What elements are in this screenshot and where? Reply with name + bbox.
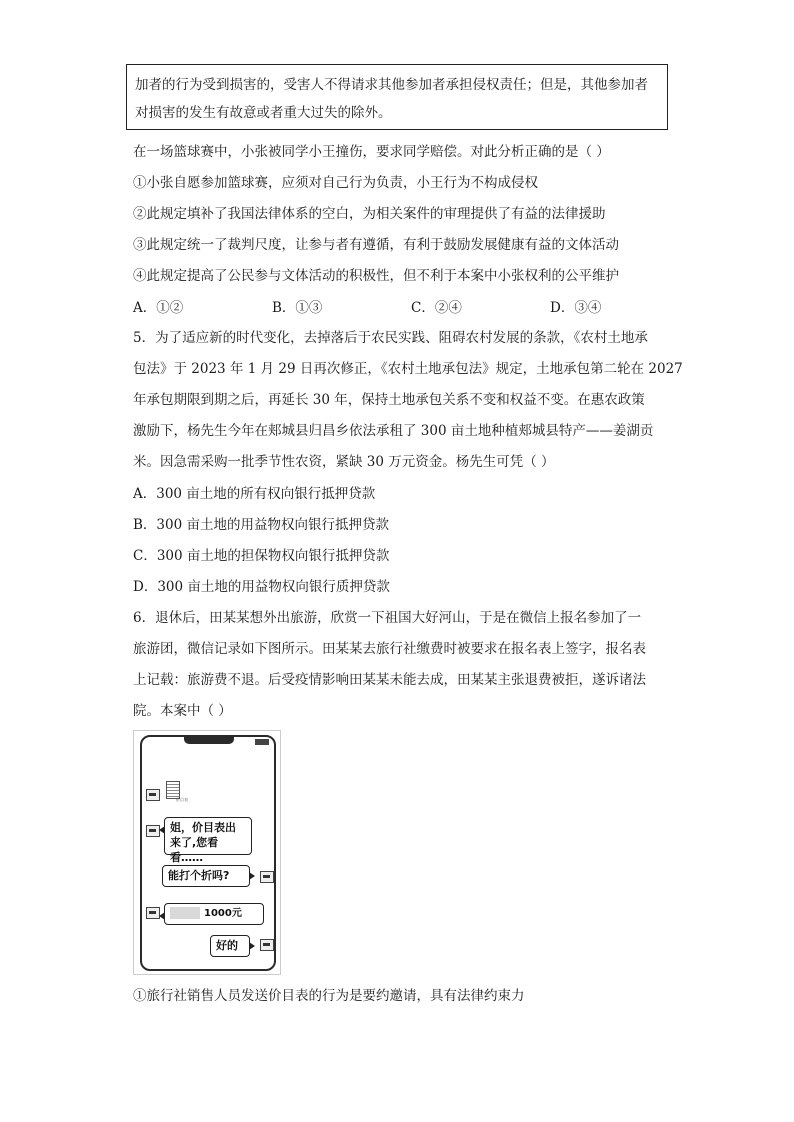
avatar-sender	[146, 825, 160, 837]
chat-screenshot-figure	[133, 730, 281, 975]
q6-statement-1: ①旅行社销售人员发送价目表的行为是要约邀请，具有法律约束力	[133, 988, 525, 1004]
q5-option-d[interactable]: D．300 亩土地的用益物权向银行质押贷款	[133, 579, 390, 595]
avatar-sender	[146, 907, 160, 919]
q4-statement-1: ①小张自愿参加篮球赛，应须对自己行为负责，小王行为不构成侵权	[133, 175, 538, 191]
q4-stem: 在一场篮球赛中，小张被同学小王撞伤，要求同学赔偿。对此分析正确的是（ ）	[133, 144, 610, 160]
q5-line-5: 米。因急需采购一批季节性农资，紧缺 30 万元资金。杨先生可凭（ ）	[133, 454, 555, 470]
chat-bubble-2	[162, 865, 250, 887]
q5-option-a[interactable]: A．300 亩土地的所有权向银行抵押贷款	[133, 486, 376, 502]
q5-option-c[interactable]: C．300 亩土地的担保物权向银行抵押贷款	[133, 548, 390, 564]
chat-bubble-4	[210, 935, 250, 957]
q4-statement-4: ④此规定提高了公民参与文体活动的积极性，但不利于本案中小张权利的公平维护	[133, 268, 619, 284]
q5-line-4: 激励下，杨先生今年在郏城县归昌乡依法承租了 300 亩土地种植郏城县特产——姜湖贡	[133, 423, 654, 439]
q5-line-1: 5．为了适应新的时代变化，去掉落后于农民实践、阻碍农村发展的条款，《农村土地承	[133, 330, 648, 346]
phone-frame	[140, 735, 276, 971]
phone-notch	[184, 735, 234, 744]
chat-bubble-3	[164, 903, 264, 925]
quote-box	[126, 64, 668, 130]
chat-msg-1: 姐，价目表出来了,您看看……	[170, 821, 236, 864]
avatar-self	[260, 939, 274, 951]
q4-options	[133, 296, 693, 316]
q4-option-a[interactable]: A．①②	[133, 300, 184, 316]
avatar-sender	[146, 789, 160, 801]
chat-msg-2: 能打个折吗?	[168, 869, 230, 882]
quote-line-2: 对损害的发生有故意或者重大过失的除外。	[135, 105, 392, 121]
q6-line-1: 6．退休后，田某某想外出旅游，欣赏一下祖国大好河山，于是在微信上报名参加了一	[133, 610, 642, 626]
avatar-self	[260, 871, 274, 883]
quote-line-1: 加者的行为受到损害的，受害人不得请求其他参加者承担侵权责任；但是，其他参加者	[135, 77, 648, 93]
chat-msg-4: 好的	[216, 939, 238, 952]
q4-option-c[interactable]: C．②④	[411, 300, 462, 316]
q6-line-3: 上记载：旅游费不退。后受疫情影响田某某未能去成，田某某主张退费被拒，遂诉诸法	[133, 672, 646, 688]
q6-line-2: 旅游团，微信记录如下图所示。田某某去旅行社缴费时被要求在报名表上签字，报名表	[133, 641, 646, 657]
q4-statement-3: ③此规定统一了裁判尺度，让参与者有遵循，有利于鼓励发展健康有益的文体活动	[133, 237, 619, 253]
file-label: 价目表	[176, 797, 188, 802]
q4-option-b[interactable]: B．①③	[272, 300, 323, 316]
q6-line-4: 院。本案中（ ）	[133, 703, 232, 719]
blurred-text	[170, 907, 200, 919]
chat-bubble-1	[164, 817, 252, 864]
q5-line-3: 年承包期限到期之后，再延长 30 年，保持土地承包关系不变和权益不变。在惠农政策	[133, 392, 645, 408]
q4-option-d[interactable]: D．③④	[550, 300, 602, 316]
q5-option-b[interactable]: B．300 亩土地的用益物权向银行抵押贷款	[133, 517, 389, 533]
chat-msg-3: 1000元	[204, 908, 242, 919]
q4-statement-2: ②此规定填补了我国法律体系的空白，为相关案件的审理提供了有益的法律援助	[133, 206, 606, 222]
battery-icon	[255, 739, 269, 745]
q5-line-2: 包法》于 2023 年 1 月 29 日再次修正，《农村土地承包法》规定，土地承包第二轮在 2027	[133, 361, 683, 377]
